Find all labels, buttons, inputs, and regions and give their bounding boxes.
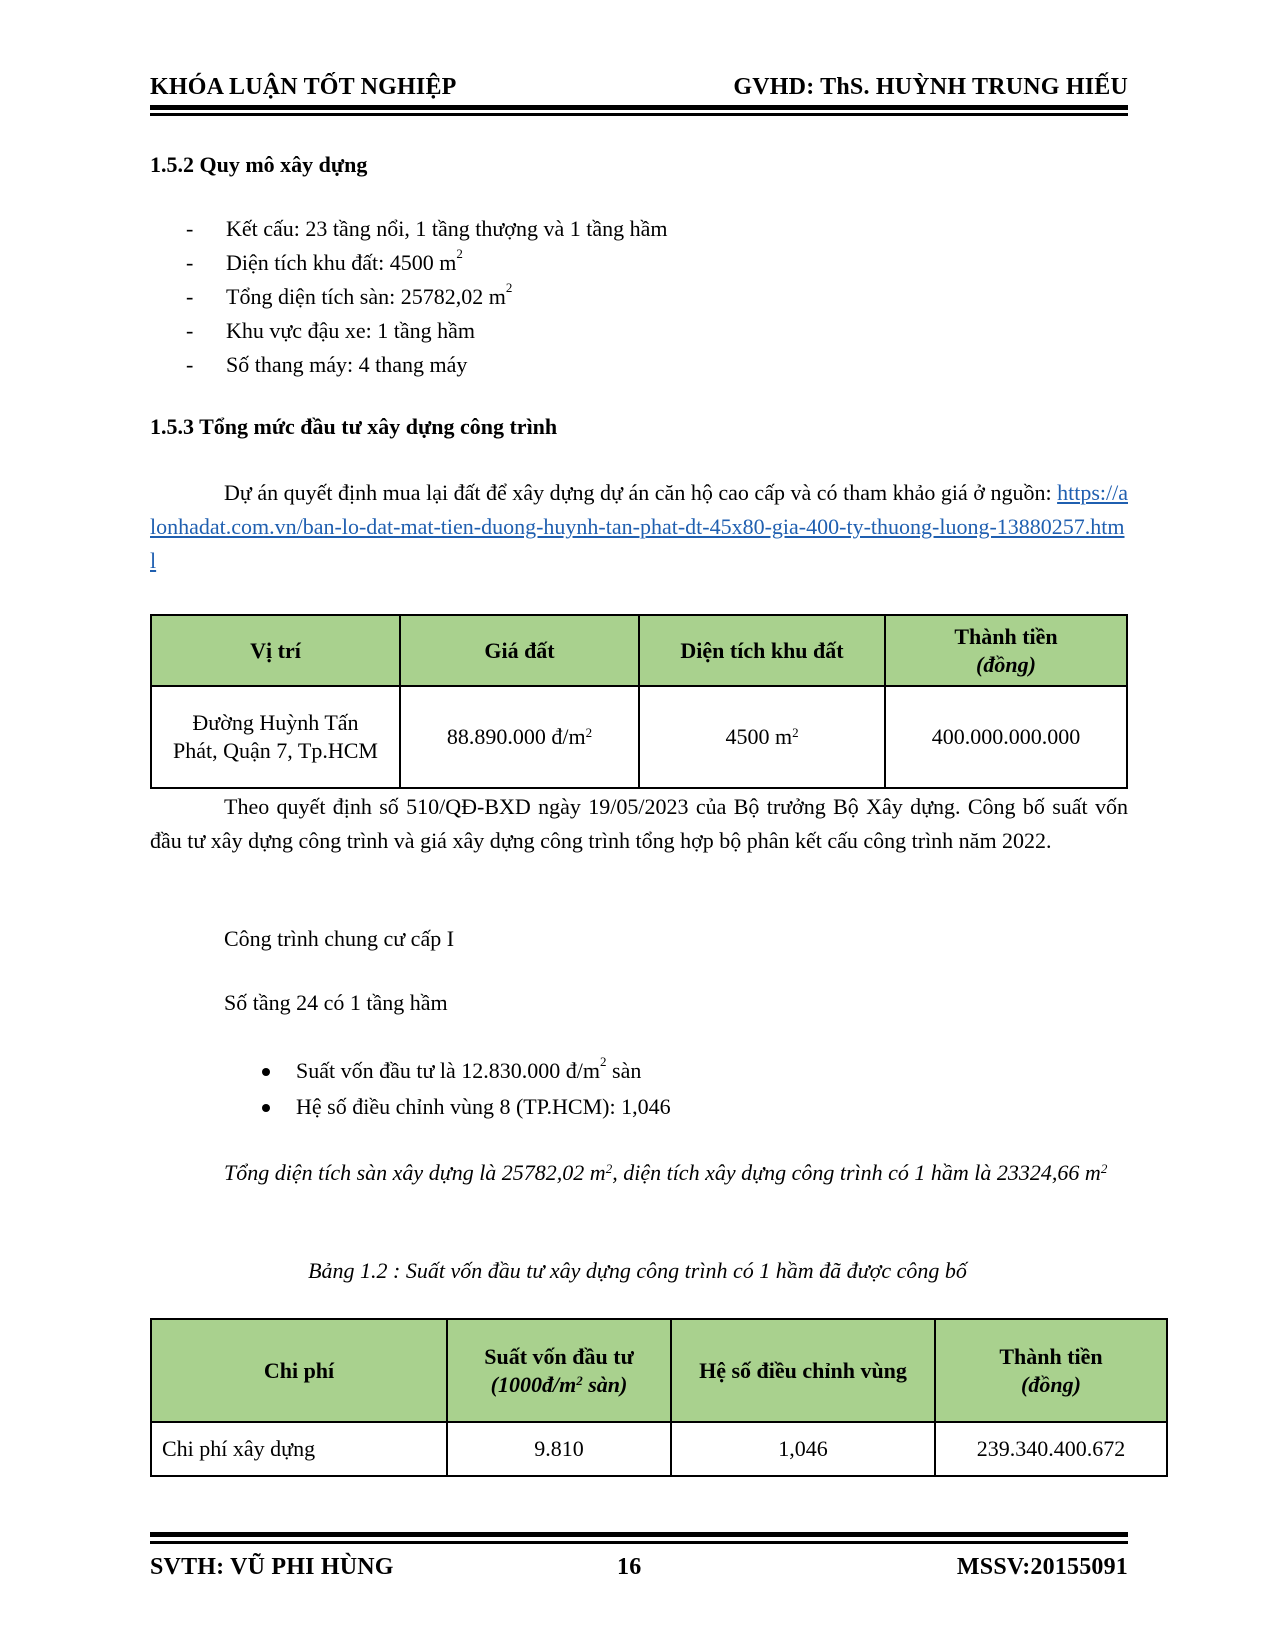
list-item-text: Tổng diện tích sàn: 25782,02 $m^2$ bbox=[226, 280, 513, 309]
header-total-label: Thành tiền bbox=[999, 1343, 1103, 1369]
header-advisor: GVHD: ThS. HUỲNH TRUNG HIẾU bbox=[733, 74, 1128, 100]
header-total-label: Thành tiền bbox=[954, 623, 1058, 649]
section-heading-153: 1.5.3 Tổng mức đầu tư xây dựng công trình bbox=[150, 414, 558, 439]
header-total-unit: (đồng) bbox=[976, 651, 1036, 677]
investment-table bbox=[150, 1318, 1168, 1477]
header-rule-thin bbox=[150, 113, 1128, 116]
col-header-land-price: Giá đất bbox=[400, 615, 639, 686]
dash-marker: - bbox=[186, 216, 194, 241]
building-class-text: Công trình chung cư cấp I bbox=[224, 926, 455, 951]
dash-marker: - bbox=[186, 250, 194, 275]
col-header-total bbox=[935, 1319, 1167, 1422]
footer-rule-thin bbox=[150, 1541, 1128, 1544]
cell-total: 239.340.400.672 bbox=[935, 1422, 1167, 1476]
dash-marker: - bbox=[186, 284, 194, 309]
col-header-total bbox=[885, 615, 1127, 686]
area-note-paragraph: Tổng diện tích sàn xây dựng là 25782,02 $m^2$, diện tích xây dựng công trình có 1 hầm là 23324,66 $m^2$ bbox=[224, 1160, 1108, 1185]
bullet-icon bbox=[262, 1104, 270, 1112]
col-header-investment-rate bbox=[447, 1319, 671, 1422]
footer-student-id: MSSV:20155091 bbox=[956, 1554, 1128, 1580]
dash-marker: - bbox=[186, 318, 194, 343]
list-item-text: Khu vực đậu xe: 1 tầng hầm bbox=[226, 318, 475, 343]
cell-investment-rate: 9.810 bbox=[447, 1422, 671, 1476]
floors-text: Số tầng 24 có 1 tầng hầm bbox=[224, 990, 448, 1015]
footer-rule-thick bbox=[150, 1532, 1128, 1537]
table-row bbox=[151, 686, 1127, 788]
table-row bbox=[151, 1422, 1167, 1476]
list-item-text: Diện tích khu đất: 4500 $m^2$ bbox=[226, 246, 463, 275]
intro-paragraph bbox=[150, 476, 1128, 578]
header-rate-label: Suất vốn đầu tư bbox=[484, 1343, 634, 1369]
col-header-location: Vị trí bbox=[151, 615, 400, 686]
col-header-cost: Chi phí bbox=[151, 1319, 447, 1422]
intro-text: Dự án quyết định mua lại đất để xây dựng dự án căn hộ cao cấp và có tham khảo giá ở nguồn: bbox=[224, 480, 1058, 505]
page-number: 16 bbox=[617, 1554, 642, 1580]
header-thesis-title: KHÓA LUẬN TỐT NGHIỆP bbox=[150, 74, 457, 100]
land-price-table bbox=[150, 614, 1128, 789]
dash-marker: - bbox=[186, 352, 194, 377]
cell-total: 400.000.000.000 bbox=[885, 686, 1127, 788]
header-rate-unit: ($1000đ/m^2$ sàn) bbox=[490, 1371, 628, 1397]
col-header-region-coef: Hệ số điều chỉnh vùng bbox=[671, 1319, 935, 1422]
section-heading-152: 1.5.2 Quy mô xây dựng bbox=[150, 152, 368, 177]
decision-paragraph: Theo quyết định số 510/QĐ-BXD ngày 19/05/2023 của Bộ trưởng Bộ Xây dựng. Công bố suất vốn đầu tư xây dựng công trình và giá xây dựng công trình tổng hợp bộ phân kết cấu công trình năm 2022. bbox=[150, 794, 1128, 853]
list-item-text: Số thang máy: 4 thang máy bbox=[226, 352, 468, 377]
cell-region-coef: 1,046 bbox=[671, 1422, 935, 1476]
header-rule-thick bbox=[150, 105, 1128, 110]
col-header-land-area: Diện tích khu đất bbox=[639, 615, 885, 686]
cell-land-price: 88.890.000 $đ/m^2$ bbox=[400, 686, 639, 788]
bullet-text: Suất vốn đầu tư là 12.830.000 $đ/m^2$ sàn bbox=[296, 1054, 642, 1083]
cell-cost: Chi phí xây dựng bbox=[151, 1422, 447, 1476]
cell-land-area: 4500 $m^2$ bbox=[639, 686, 885, 788]
footer-student: SVTH: VŨ PHI HÙNG bbox=[150, 1554, 394, 1580]
source-link[interactable]: https://alonhadat.com.vn/ban-lo-dat-mat-tien-duong-huynh-tan-phat-dt-45x80-gia-400-ty-thuong-luong-13880257.html bbox=[150, 480, 1128, 573]
header-total-unit: (đồng) bbox=[1021, 1371, 1081, 1397]
cell-location: Đường Huỳnh Tấn Phát, Quận 7, Tp.HCM bbox=[151, 686, 400, 788]
table2-caption: Bảng 1.2 : Suất vốn đầu tư xây dựng công trình có 1 hầm đã được công bố bbox=[308, 1258, 967, 1283]
list-item-text: Kết cấu: 23 tầng nổi, 1 tầng thượng và 1 tầng hầm bbox=[226, 216, 668, 241]
bullet-text: Hệ số điều chỉnh vùng 8 (TP.HCM): 1,046 bbox=[296, 1094, 671, 1119]
bullet-icon bbox=[262, 1068, 270, 1076]
